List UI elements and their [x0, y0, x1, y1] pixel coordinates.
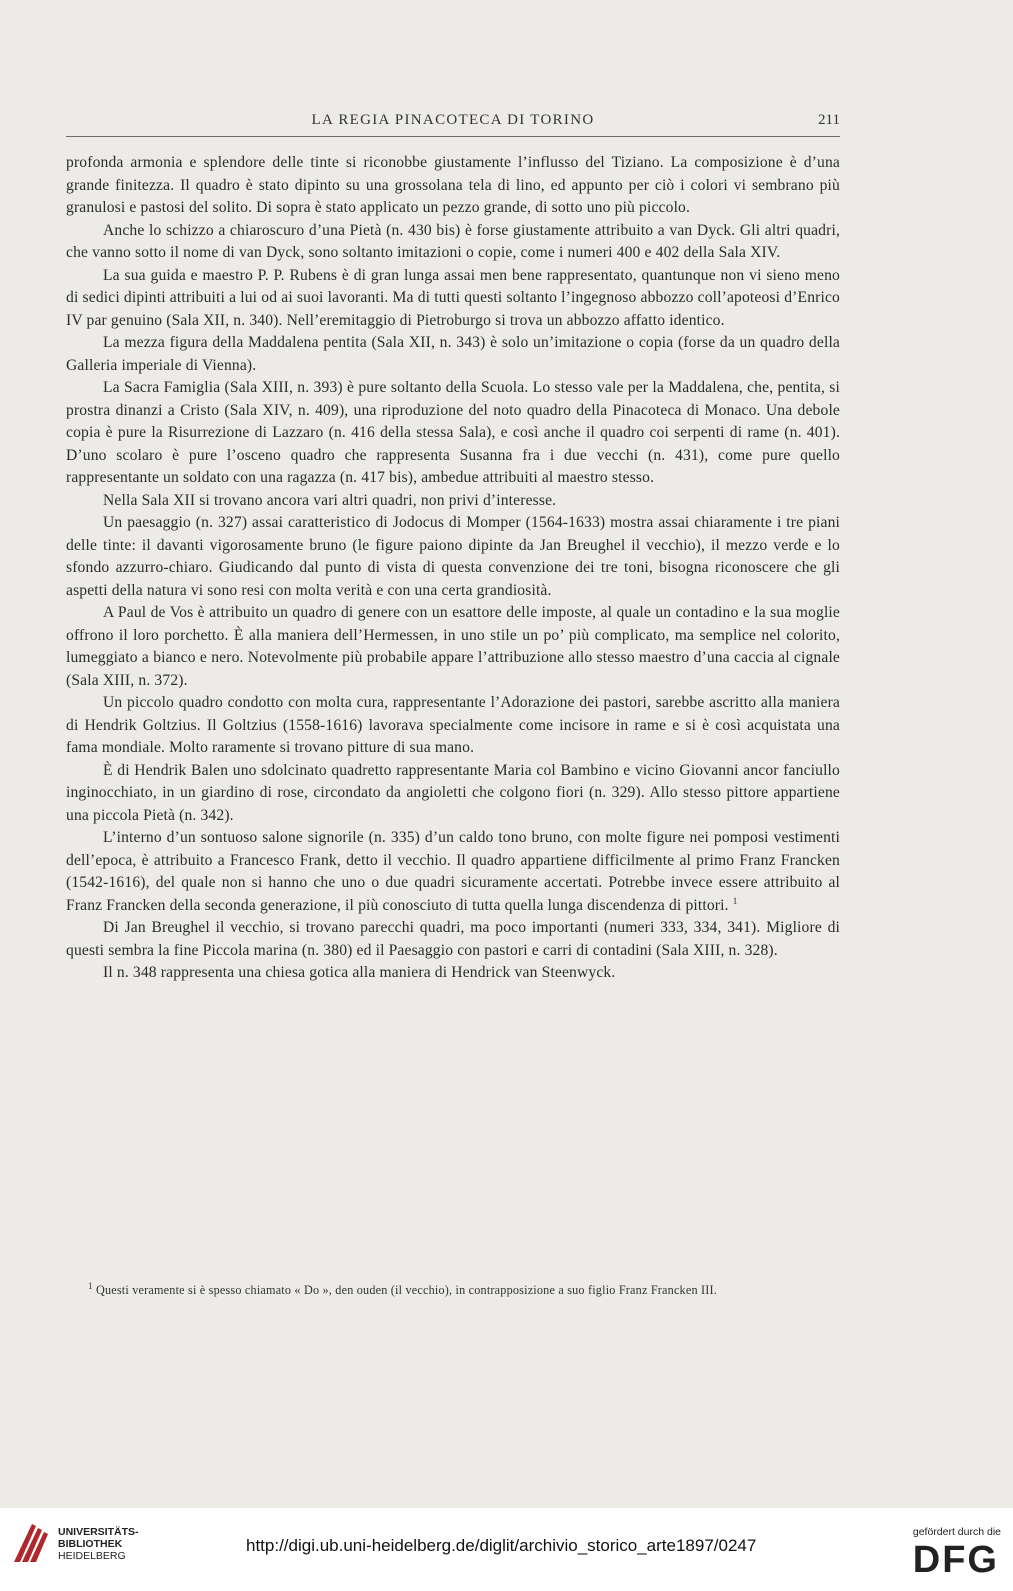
paragraph: Di Jan Breughel il vecchio, si trovano parecchi quadri, ma poco importanti (numeri 333, 334, 341). Migliore di questi sembra la fine Piccola marina (n. 380) ed il Paesaggio con pastori e carri di contadini (Sala XIII, n. 328).	[66, 919, 840, 959]
paragraph-with-footnote	[66, 827, 840, 917]
paragraph-text: L’interno d’un sontuoso salone signorile (n. 335) d’un caldo tono bruno, con molte figure nei pomposi vestimenti dell’epoca, è attribuito a Francesco Frank, detto il vecchio. Il quadro appartiene difficilmente al primo Franz Francken (1542-1616), del quale non si hanno che uno o due quadri sicuramente accertati. Potrebbe invece essere attribuito al Franz Francken della seconda generazione, il più conosciuto di tutta quella lunga discendenza di pittori.	[66, 829, 840, 914]
page-header	[66, 110, 840, 137]
running-title: LA REGIA PINACOTECA DI TORINO	[311, 112, 595, 128]
paragraph: Il n. 348 rappresenta una chiesa gotica alla maniera di Hendrick van Steenwyck.	[103, 964, 616, 981]
paragraph: È di Hendrik Balen uno sdolcinato quadretto rappresentante Maria col Bambino e vicino Giovanni ancor fanciullo inginocchiato, in un giardino di rose, circondato da angioletti che colgono fiori (n. 329). Allo stesso pittore appartiene una piccola Pietà (n. 342).	[66, 761, 840, 824]
library-logo-icon	[8, 1518, 52, 1568]
footnote-reference: 1	[732, 895, 738, 906]
paragraph: Nella Sala XII si trovano ancora vari altri quadri, non privi d’interesse.	[103, 491, 557, 509]
paragraph: La mezza figura della Maddalena pentita (Sala XII, n. 343) è solo un’imitazione o copia (forse da un quadro della Galleria imperiale di Vienna).	[66, 334, 840, 374]
paragraph: profonda armonia e splendore delle tinte si riconobbe giustamente l’influsso del Tiziano. La composizione è d’una grande finitezza. Il quadro è stato dipinto su una grossolana tela di lino, ed appunto per ciò i colori vi sembrano più granulosi e pastosi del solito. Di sopra è stato applicato un pezzo grande, di sotto uno più piccolo.	[66, 154, 840, 216]
paragraph: La Sacra Famiglia (Sala XIII, n. 393) è pure soltanto della Scuola. Lo stesso vale per la Maddalena, che, pentita, si prostra dinanzi a Cristo (Sala XIV, n. 409), una riproduzione del noto quadro della Pinacoteca di Monaco. Una debole copia è pure la Risurrezione di Lazzaro (n. 416 della stessa Sala), e così anche il quadro coi serpenti di rame (n. 401). D’uno scolaro è pure l’osceno quadro che rappresenta Susanna fra i due vecchi (n. 431), come pure quello rappresentante un soldato con una ragazza (n. 417 bis), ambedue attribuiti al maestro stesso.	[66, 379, 840, 486]
page-number: 211	[818, 112, 840, 128]
body-text	[66, 152, 840, 985]
digitization-footer	[0, 1508, 1013, 1591]
footnotes	[66, 1280, 840, 1300]
footnote	[66, 1280, 840, 1300]
source-url-link[interactable]: http://digi.ub.uni-heidelberg.de/diglit/archivio_storico_arte1897/0247	[246, 1536, 757, 1555]
footnote-marker: 1	[88, 1280, 93, 1291]
paragraph: La sua guida e maestro P. P. Rubens è di gran lunga assai men bene rappresentato, quantunque non vi sieno meno di sedici dipinti attribuiti a lui od ai suoi lavoranti. Ma di tutti questi soltanto l’ingegnoso abbozzo coll’apoteosi d’Enrico IV par genuino (Sala XII, n. 340). Nell’eremitaggio di Pietroburgo si trova un abbozzo affatto identico.	[66, 266, 840, 329]
footnote-text: Questi veramente si è spesso chiamato « Do », den ouden (il vecchio), in contrapposizione a suo figlio Franz Francken III.	[95, 1283, 718, 1297]
paragraph: Anche lo schizzo a chiaroscuro d’una Pietà (n. 430 bis) è forse giustamente attribuito a van Dyck. Gli altri quadri, che vanno sotto il nome di van Dyck, sono soltanto imitazioni o copie, come i numeri 400 e 402 della Sala XIV.	[66, 221, 840, 261]
dfg-logo: DFG	[912, 1539, 999, 1581]
library-name: UNIVERSITÄTS- BIBLIOTHEK HEIDELBERG	[58, 1526, 139, 1562]
paragraph: Un paesaggio (n. 327) assai caratteristico di Jodocus di Momper (1564-1633) mostra assai chiaramente i tre piani delle tinte: il davanti vigorosamente bruno (le figure paiono dipinte da Jan Breughel il vecchio), il mezzo verde e lo sfondo azzurro-chiaro. Giudicando dal punto di vista di questa convenzione dei tre toni, bisogna riconoscere che gli aspetti della natura vi sono resi con molta verità e con una certa grandiosità.	[66, 514, 840, 599]
paragraph: Un piccolo quadro condotto con molta cura, rappresentante l’Adorazione dei pastori, sarebbe ascritto alla maniera di Hendrik Goltzius. Il Goltzius (1558-1616) lavorava specialmente come incisore in rame e si è così acquistata una fama mondiale. Molto raramente si trovano pitture di sua mano.	[66, 694, 840, 756]
paragraph: A Paul de Vos è attribuito un quadro di genere con un esattore delle imposte, al quale un contadino e la sua moglie offrono il loro porchetto. È alla maniera dell’Hermessen, in uno stile un po’ più complicato, ma semplice nel colorito, lumeggiato a bianco e nero. Notevolmente più probabile appare l’attribuzione allo stesso maestro d’una caccia al cignale (Sala XIII, n. 372).	[66, 604, 840, 689]
funded-by-label: gefördert durch die	[912, 1526, 1001, 1538]
